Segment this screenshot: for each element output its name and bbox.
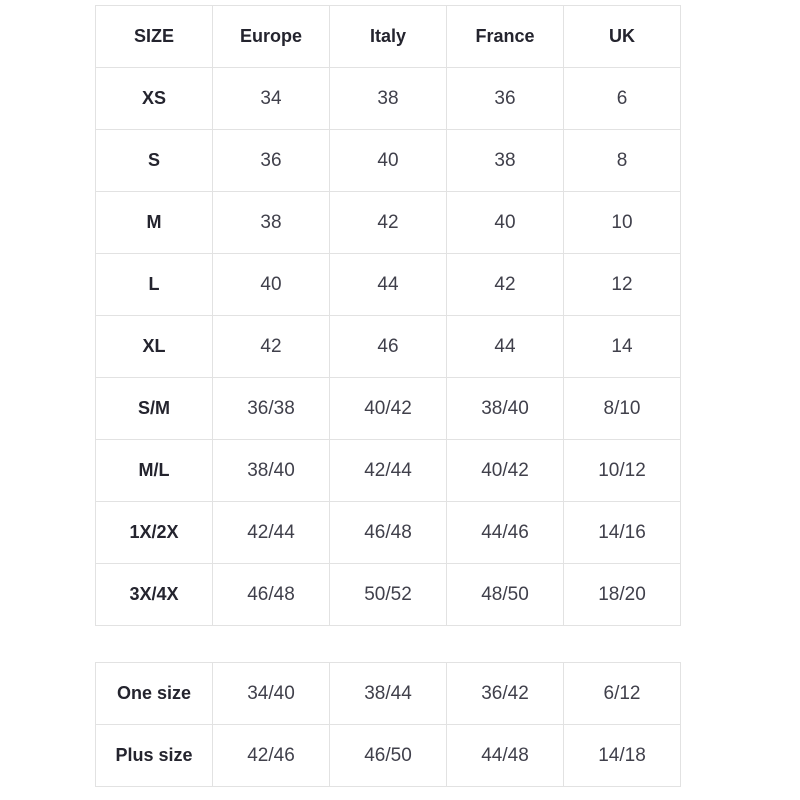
size-label-cell: L bbox=[96, 254, 213, 316]
size-value-cell: 50/52 bbox=[330, 564, 447, 626]
size-value-cell: 40 bbox=[213, 254, 330, 316]
size-value-cell: 14/16 bbox=[564, 502, 681, 564]
size-table-header bbox=[96, 6, 681, 68]
size-label-cell: S/M bbox=[96, 378, 213, 440]
column-header-uk: UK bbox=[564, 6, 681, 68]
size-value-cell: 36 bbox=[213, 130, 330, 192]
table-row bbox=[96, 725, 681, 787]
size-label-cell: 3X/4X bbox=[96, 564, 213, 626]
size-value-cell: 44/48 bbox=[447, 725, 564, 787]
size-value-cell: 6/12 bbox=[564, 663, 681, 725]
size-value-cell: 42 bbox=[213, 316, 330, 378]
size-value-cell: 42 bbox=[330, 192, 447, 254]
size-value-cell: 34 bbox=[213, 68, 330, 130]
special-sizes-table bbox=[95, 662, 681, 787]
size-label-cell: S bbox=[96, 130, 213, 192]
column-header-france: France bbox=[447, 6, 564, 68]
size-value-cell: 44 bbox=[330, 254, 447, 316]
table-row bbox=[96, 440, 681, 502]
size-value-cell: 38/40 bbox=[447, 378, 564, 440]
table-row bbox=[96, 502, 681, 564]
size-value-cell: 36/42 bbox=[447, 663, 564, 725]
size-value-cell: 46/48 bbox=[330, 502, 447, 564]
size-value-cell: 14 bbox=[564, 316, 681, 378]
table-row bbox=[96, 254, 681, 316]
size-value-cell: 6 bbox=[564, 68, 681, 130]
size-value-cell: 38/44 bbox=[330, 663, 447, 725]
special-sizes-table-body bbox=[96, 663, 681, 787]
size-value-cell: 46/50 bbox=[330, 725, 447, 787]
size-value-cell: 46 bbox=[330, 316, 447, 378]
size-value-cell: 38 bbox=[330, 68, 447, 130]
size-value-cell: 44 bbox=[447, 316, 564, 378]
table-row bbox=[96, 564, 681, 626]
size-value-cell: 48/50 bbox=[447, 564, 564, 626]
size-value-cell: 42/44 bbox=[213, 502, 330, 564]
size-value-cell: 8 bbox=[564, 130, 681, 192]
size-label-cell: 1X/2X bbox=[96, 502, 213, 564]
size-value-cell: 42/44 bbox=[330, 440, 447, 502]
size-table-body bbox=[96, 68, 681, 626]
column-header-italy: Italy bbox=[330, 6, 447, 68]
size-chart-container bbox=[95, 5, 681, 787]
size-label-cell: M/L bbox=[96, 440, 213, 502]
size-label-cell: M bbox=[96, 192, 213, 254]
size-value-cell: 10 bbox=[564, 192, 681, 254]
size-value-cell: 46/48 bbox=[213, 564, 330, 626]
size-value-cell: 38/40 bbox=[213, 440, 330, 502]
size-value-cell: 40 bbox=[447, 192, 564, 254]
size-value-cell: 34/40 bbox=[213, 663, 330, 725]
size-value-cell: 42 bbox=[447, 254, 564, 316]
size-value-cell: 40 bbox=[330, 130, 447, 192]
size-value-cell: 36/38 bbox=[213, 378, 330, 440]
size-label-cell: Plus size bbox=[96, 725, 213, 787]
table-row bbox=[96, 663, 681, 725]
size-value-cell: 36 bbox=[447, 68, 564, 130]
size-value-cell: 10/12 bbox=[564, 440, 681, 502]
size-value-cell: 40/42 bbox=[330, 378, 447, 440]
size-label-cell: XL bbox=[96, 316, 213, 378]
size-value-cell: 18/20 bbox=[564, 564, 681, 626]
size-value-cell: 42/46 bbox=[213, 725, 330, 787]
table-row bbox=[96, 378, 681, 440]
header-row bbox=[96, 6, 681, 68]
size-value-cell: 14/18 bbox=[564, 725, 681, 787]
table-row bbox=[96, 68, 681, 130]
column-header-size: SIZE bbox=[96, 6, 213, 68]
size-conversion-table bbox=[95, 5, 681, 626]
column-header-europe: Europe bbox=[213, 6, 330, 68]
size-value-cell: 40/42 bbox=[447, 440, 564, 502]
size-value-cell: 38 bbox=[447, 130, 564, 192]
table-row bbox=[96, 316, 681, 378]
size-value-cell: 44/46 bbox=[447, 502, 564, 564]
size-value-cell: 38 bbox=[213, 192, 330, 254]
size-value-cell: 8/10 bbox=[564, 378, 681, 440]
size-label-cell: XS bbox=[96, 68, 213, 130]
table-row bbox=[96, 130, 681, 192]
table-row bbox=[96, 192, 681, 254]
size-value-cell: 12 bbox=[564, 254, 681, 316]
size-label-cell: One size bbox=[96, 663, 213, 725]
